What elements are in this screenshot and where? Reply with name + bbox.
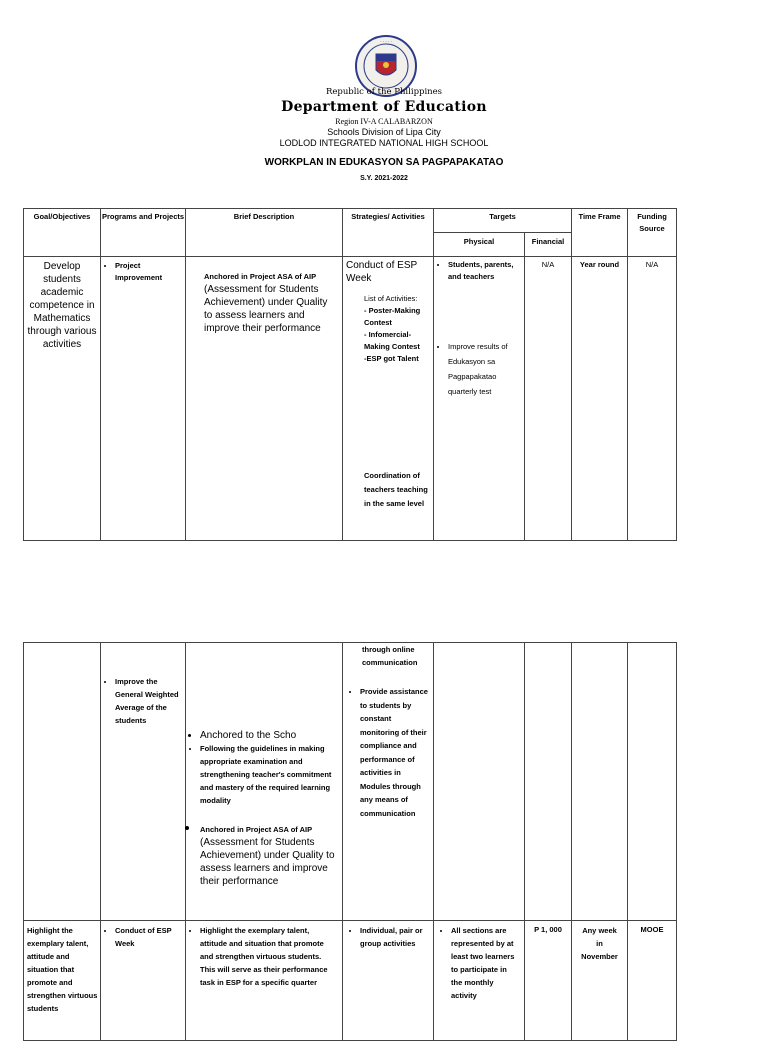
row1-goal: Develop students academic competence in Mathematics through various activities: [24, 257, 101, 541]
workplan-table-2: [23, 642, 677, 1041]
row2-goal: [24, 643, 101, 921]
row3-financial: P 1, 000: [525, 921, 572, 1041]
row2-time-frame: [572, 643, 628, 921]
row1-strategy-item-2: - Infomercial-Making Contest: [364, 330, 420, 351]
header-targets: Targets: [434, 209, 572, 233]
row3-time-frame: Any week in November: [572, 921, 628, 1041]
row2-strategy-top: through online communication: [362, 645, 418, 667]
row3-desc: • Highlight the exemplary talent, attitude and situation that promote and strengthen virtuous students. This will serve as their performance task in ESP for a specific quarter: [200, 924, 338, 989]
row2-desc-3-bold: • Anchored in Project ASA of AIP: [200, 825, 313, 834]
header-programs: Programs and Projects: [101, 209, 186, 257]
header-description: Brief Description: [186, 209, 343, 257]
row1-program: • Project Improvement: [115, 260, 185, 284]
row1-financial: N/A: [525, 257, 572, 541]
row2-desc-2: • Following the guidelines in making appropriate examination and strengthening teacher's commitment and mastery of the required learning modality: [200, 742, 338, 807]
school-year: S.Y. 2021-2022: [360, 175, 408, 182]
row1-strategy-title: Conduct of ESP Week: [346, 260, 417, 284]
region-line: Region IV-A CALABARZON: [335, 117, 433, 126]
header-goal: Goal/Objectives: [24, 209, 101, 257]
row3-goal: Highlight the exemplary talent, attitude and situation that promote and strengthen virtuous students: [24, 921, 101, 1041]
row3-physical: • All sections are represented by at least two learners to participate in the monthly activity: [451, 924, 520, 1002]
row1-strategy-item-3: -ESP got Talent: [364, 354, 419, 363]
row2-program: • Improve the General Weighted Average of the students: [115, 675, 185, 727]
school-name: LODLOD INTEGRATED NATIONAL HIGH SCHOOL: [279, 138, 489, 148]
workplan-title: WORKPLAN IN EDUKASYON SA PAGPAPAKATAO: [264, 157, 504, 168]
header-time-frame: Time Frame: [572, 209, 628, 257]
department-name: Department of Education: [281, 99, 487, 115]
row2-desc-1: • Anchored to the Scho: [200, 729, 338, 742]
row1-physical-2: • Improve results of Edukasyon sa Pagpapakatao quarterly test: [448, 339, 521, 399]
svg-text:· · · · ·: · · · · ·: [380, 39, 392, 44]
row1-strategy-coordination: Coordination of teachers teaching in the same level: [364, 471, 428, 508]
division-line: Schools Division of Lipa City: [327, 127, 441, 137]
row1-strategy-list-title: List of Activities:: [364, 294, 418, 303]
row1-desc-rest: (Assessment for Students Achievement) under Quality to assess learners and improve their performance: [204, 284, 328, 334]
republic-line: Republic of the Philippines: [325, 87, 443, 97]
row1-time-frame: Year round: [572, 257, 628, 541]
row1-desc-bold: Anchored in Project ASA of AIP: [204, 272, 317, 281]
row2-funding: [628, 643, 677, 921]
row3-program: • Conduct of ESP Week: [115, 924, 185, 950]
row3-strategy: • Individual, pair or group activities: [360, 924, 429, 950]
row3-funding: MOOE: [628, 921, 677, 1041]
row2-strategy-2: • Provide assistance to students by constant monitoring of their compliance and performance of activities in Modules through any means of communication: [360, 685, 429, 820]
header-financial: Financial: [525, 233, 572, 257]
row2-physical: [434, 643, 525, 921]
header-physical: Physical: [434, 233, 525, 257]
header-funding: Funding Source: [628, 209, 677, 257]
row1-strategy-item-1: - Poster-Making Contest: [364, 306, 421, 327]
row1-funding: N/A: [628, 257, 677, 541]
row1-physical-1: • Students, parents, and teachers: [448, 259, 521, 283]
row2-financial: [525, 643, 572, 921]
workplan-table-1: [23, 208, 677, 541]
row2-desc-3-rest: (Assessment for Students Achievement) under Quality to assess learners and improve their performance: [200, 837, 335, 887]
header-strategies: Strategies/ Activities: [343, 209, 434, 257]
